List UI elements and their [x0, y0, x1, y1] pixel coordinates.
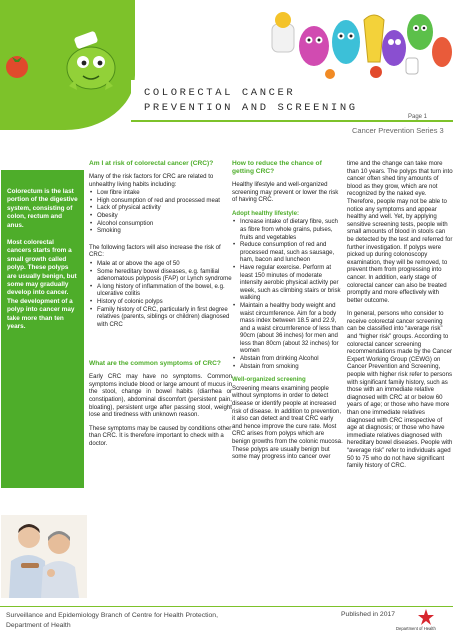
column-risk-and-symptoms [89, 160, 232, 454]
title-underline [131, 120, 453, 122]
list-item: • Abstain from drinking Alcohol [232, 355, 344, 363]
footer-divider [0, 606, 453, 607]
symptoms-note: These symptoms may be caused by conditions other than CRC. It is therefore important to check with a doctor. [89, 424, 232, 448]
list-item: • Smoking [89, 227, 232, 235]
screening-paragraph: Screening means examining people without symptoms in order to detect disease or identify people at increased risk of disease. In addition to prevention, it also can detect and treat CRC early and hence improve the cure rate. Most CRC arises from polyps which are benign growths from the colonic mucosa. These polyps are usually benign but some may progress into cancer over [232, 384, 343, 461]
list-item: • Have regular exercise. Perform at least 150 minutes of moderate intensity aerobic physical activity per week, such as climbing stairs or brisk walking [232, 264, 344, 302]
prevention-intro: Healthy lifestyle and well-organized screening may prevent or lower the risk of having CRC. [232, 181, 339, 204]
list-item: • Obesity [89, 212, 232, 220]
elderly-couple-photo [1, 515, 87, 598]
other-risk-list [89, 260, 232, 328]
list-item: • Increase intake of dietary fibre, such as fibre from whole grains, pulses, fruits and vegetables [232, 218, 344, 241]
tomato-illustration [2, 50, 32, 80]
subheading-healthy-lifestyle: Adopt healthy lifestyle: [232, 209, 300, 217]
symptoms-paragraph: Early CRC may have no symptoms. Common symptoms include blood or large amount of mucus in the stool, change in bowel habits (diarrhea or constipation), abdominal discomfort (persistent pain, bloating), persistent urge after passing stool, weight lose and tiredness with unknown reason. [89, 373, 232, 419]
lifestyle-risk-list [89, 189, 232, 235]
list-item: • History of colonic polyps [89, 298, 232, 306]
risk-groups-paragraph: In general, persons who consider to receive colorectal cancer screening can be classified into “average risk” and “higher risk” groups. According to colorectal cancer screening recommendations made by the Cancer Expert Working Group (CEWG) on Cancer Prevention and Screening, people with higher risk refer to persons with significant family history, such as those with an immediate relative diagnosed with CRC at or below 60 years of age; or those who have more than one immediate relatives diagnosed with CRC irrespective of age at diagnosis; or those who have immediate relatives diagnosed with hereditary bowel diseases. People with “average risk” refer to individuals aged 50 to 75 who do not have significant family history of CRC. [347, 310, 453, 470]
risk-intro: Many of the risk factors for CRC are related to unhealthy living habits including: [89, 173, 214, 188]
green-monster-illustration [55, 28, 127, 96]
list-item: • Alcohol consumption [89, 220, 232, 228]
page-number: Page 1 [408, 114, 428, 120]
cartoon-characters-illustration [268, 2, 453, 84]
list-item: • A long history of inflammation of the bowel, e.g. ulcerative colitis [89, 283, 232, 298]
list-item: • Male at or above the age of 50 [89, 260, 232, 268]
title-line-2: PREVENTION AND SCREENING [144, 102, 358, 114]
logo-text: Department of Health [396, 626, 436, 631]
list-item: • Family history of CRC, particularly in first degree relatives (parents, siblings or children) diagnosed with CRC [89, 306, 232, 329]
list-item: • Some hereditary bowel diseases, e.g. familial adenomatous polyposis (FAP) or Lynch syndrome [89, 268, 232, 283]
title-line-1: COLORECTAL CANCER [144, 87, 296, 99]
header-banner [0, 0, 453, 130]
sidebar-paragraph-1: Colorectum is the last portion of the digestive system, consisting of colon, rectum and anus. [7, 188, 78, 229]
heading-risk: Am I at risk of colorectal cancer (CRC)? [89, 160, 214, 167]
list-item: • Lack of physical activity [89, 204, 232, 212]
column-screening [347, 160, 453, 476]
footer-publisher [6, 611, 218, 631]
sidebar-paragraph-2: Most colorectal cancers starts from a small growth called polyp. These polyps are usually benign, but some may gradually develop into cancer. The development of a polyp into cancer may take more than ten years. [7, 239, 77, 331]
column-prevention [232, 160, 344, 467]
series-label: Cancer Prevention Series 3 [352, 126, 444, 135]
healthy-lifestyle-list [232, 218, 344, 370]
page-title [144, 86, 358, 116]
intro-sidebar [1, 170, 84, 488]
footer-line-2: Department of Health [6, 622, 71, 629]
screening-continued: time and the change can take more than 10 years. The polyps that turn into cancer often shed tiny amounts of blood as they grow, which are not recognized by the naked eye. Therefore, people may not be able to notice any symptoms and appear healthy and well. Yet, by applying sensitive screening tests, people with small amounts of blood in stools can be detected by the test and referred for further investigation. If polyps were picked up during colonoscopy examination, they will be removed, to prevent them from progressing into cancer. In addition, early stage of colorectal cancer can also be treated promptly and more effectively with better outcome. [347, 160, 453, 304]
subheading-screening: Well-organized screening [232, 376, 306, 384]
footer-line-1: Surveillance and Epidemiology Branch of Centre for Health Protection, [6, 612, 218, 619]
heading-reduce-chance: How to reduce the chance of getting CRC? [232, 160, 322, 175]
list-item: • Reduce consumption of red and processed meat, such as sausage, ham, bacon and luncheon [232, 241, 344, 264]
list-item: • Abstain from smoking [232, 363, 344, 371]
footer-published-date: Published in 2017 [341, 611, 396, 618]
list-item: • Low fibre intake [89, 189, 232, 197]
heading-symptoms: What are the common symptoms of CRC? [89, 360, 221, 368]
list-item: • Maintain a healthy body weight and waist circumference. Aim for a body mass index between 18.5 and 22.9, and a waist circumference of less than 90cm (about 36 inches) for men and less than 80cm (about 32 inches) for women [232, 302, 344, 355]
list-item: • High consumption of red and processed meat [89, 197, 232, 205]
other-risk-intro: The following factors will also increase the risk of CRC: [89, 243, 221, 259]
